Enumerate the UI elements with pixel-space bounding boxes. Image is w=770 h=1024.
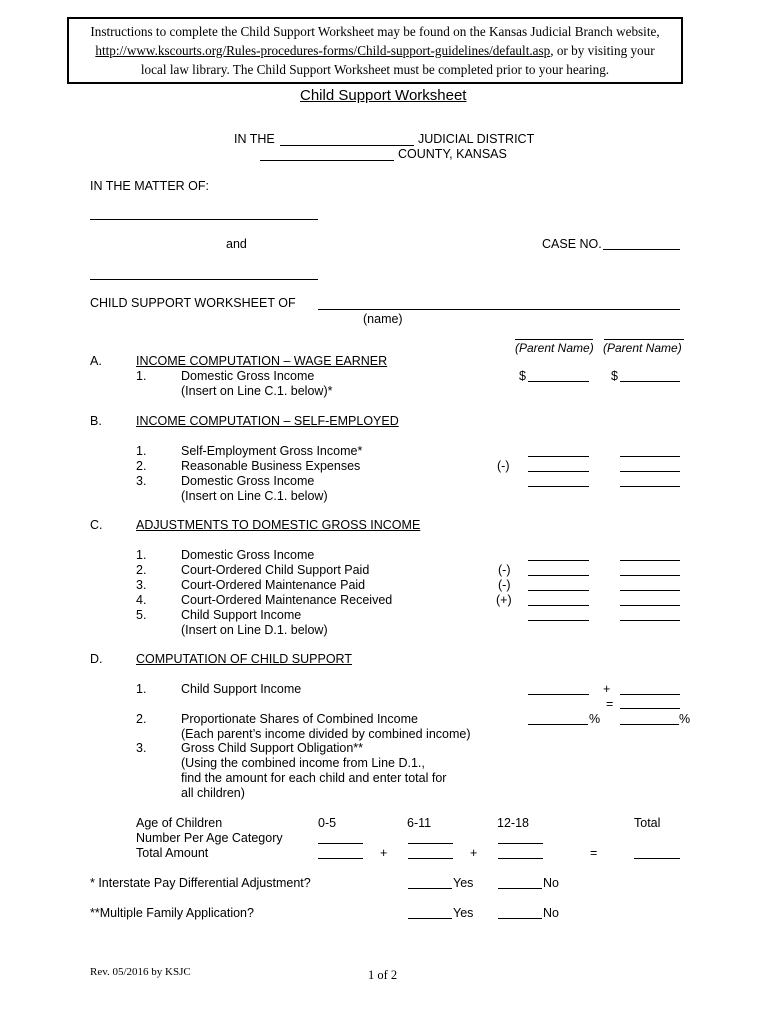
age-col-6-11: 6-11 [407,816,432,830]
amount-plus-1: + [380,846,388,860]
d1-plus: + [603,682,611,696]
amount-6-11-field[interactable] [408,858,453,859]
age-col-0-5: 0-5 [318,816,337,830]
parent-2-name-caption: (Parent Name) [603,341,682,355]
b3-parent-1-field[interactable] [528,486,589,487]
d2-sublabel: (Each parent’s income divided by combined income) [181,727,471,741]
section-d-title: COMPUTATION OF CHILD SUPPORT [136,652,352,666]
c4-operator: (+) [496,593,512,607]
number-per-age-label: Number Per Age Category [136,831,283,845]
c1-label: Domestic Gross Income [181,548,315,562]
d1-combined-field[interactable] [620,708,680,709]
d2-parent-1-field[interactable] [528,724,588,725]
section-b-title: INCOME COMPUTATION – SELF-EMPLOYED [136,414,399,428]
a1-sublabel: (Insert on Line C.1. below)* [181,384,333,398]
amount-total-field[interactable] [634,858,680,859]
b2-label: Reasonable Business Expenses [181,459,361,473]
section-c-letter: C. [90,518,103,532]
county-kansas-label: COUNTY, KANSAS [398,147,507,161]
c1-parent-2-field[interactable] [620,560,680,561]
a1-number: 1. [136,369,147,383]
a1-dollar-1: $ [519,369,526,383]
b1-parent-1-field[interactable] [528,456,589,457]
a1-parent-2-field[interactable] [620,381,680,382]
b2-operator: (-) [497,459,510,473]
section-d-letter: D. [90,652,103,666]
amount-0-5-field[interactable] [318,858,363,859]
c2-number: 2. [136,563,147,577]
d1-parent-2-field[interactable] [620,694,680,695]
judicial-district-label: JUDICIAL DISTRICT [418,132,535,146]
total-amount-label: Total Amount [136,846,209,860]
a1-label: Domestic Gross Income [181,369,315,383]
d1-label: Child Support Income [181,682,302,696]
multiple-no-label: No [543,906,559,920]
d3-sublabel-2: find the amount for each child and enter total for [181,771,447,785]
worksheet-of-label: CHILD SUPPORT WORKSHEET OF [90,296,296,310]
age-col-total: Total [634,816,661,830]
b2-parent-1-field[interactable] [528,471,589,472]
multiple-family-label: **Multiple Family Application? [90,906,254,920]
case-no-label: CASE NO. [542,237,602,251]
section-a-title: INCOME COMPUTATION – WAGE EARNER [136,354,388,368]
party-2-field[interactable] [90,279,318,280]
b2-parent-2-field[interactable] [620,471,680,472]
section-a-letter: A. [90,354,102,368]
multiple-no-field[interactable] [498,918,542,919]
age-col-12-18: 12-18 [497,816,529,830]
instructions-box [67,17,683,84]
c5-number: 5. [136,608,147,622]
case-no-field[interactable] [603,249,680,250]
d2-label: Proportionate Shares of Combined Income [181,712,418,726]
c2-label: Court-Ordered Child Support Paid [181,563,370,577]
d3-sublabel-3: all children) [181,786,245,800]
c1-parent-1-field[interactable] [528,560,589,561]
b1-label: Self-Employment Gross Income* [181,444,363,458]
instructions-line-3: local law library. The Child Support Worksheet must be completed prior to your hearing. [140,62,610,77]
count-6-11-field[interactable] [408,843,453,844]
page-number: 1 of 2 [368,968,398,982]
d3-sublabel-1: (Using the combined income from Line D.1., [181,756,425,770]
d2-percent-1: % [589,712,601,726]
instructions-line-2-suffix: , or by visiting your [550,43,655,58]
d1-equals: = [606,697,614,711]
name-caption: (name) [363,312,403,326]
party-1-field[interactable] [90,219,318,220]
count-12-18-field[interactable] [498,843,543,844]
c3-operator: (-) [498,578,511,592]
b3-sublabel: (Insert on Line C.1. below) [181,489,328,503]
parent-2-name-field[interactable] [604,339,684,340]
interstate-yes-label: Yes [453,876,474,890]
instructions-line-2 [69,41,681,60]
interstate-no-label: No [543,876,559,890]
c1-number: 1. [136,548,147,562]
parent-1-name-caption: (Parent Name) [515,341,594,355]
in-the-label: IN THE [234,132,275,146]
d1-parent-1-field[interactable] [528,694,589,695]
amount-equals: = [590,846,598,860]
c3-number: 3. [136,578,147,592]
c4-number: 4. [136,593,147,607]
c5-parent-2-field[interactable] [620,620,680,621]
amount-plus-2: + [470,846,478,860]
c4-label: Court-Ordered Maintenance Received [181,593,393,607]
interstate-yes-field[interactable] [408,888,452,889]
d2-number: 2. [136,712,147,726]
count-0-5-field[interactable] [318,843,363,844]
revision-footer: Rev. 05/2016 by KSJC [90,966,191,978]
d3-label: Gross Child Support Obligation** [181,741,364,755]
amount-12-18-field[interactable] [498,858,543,859]
section-b-letter: B. [90,414,102,428]
page-title: Child Support Worksheet [300,87,467,104]
multiple-yes-label: Yes [453,906,474,920]
d2-parent-2-field[interactable] [620,724,679,725]
b3-parent-2-field[interactable] [620,486,680,487]
d2-percent-2: % [679,712,691,726]
interstate-label: * Interstate Pay Differential Adjustment? [90,876,311,890]
c3-parent-2-field[interactable] [620,590,680,591]
c2-parent-2-field[interactable] [620,575,680,576]
a1-dollar-2: $ [611,369,618,383]
multiple-yes-field[interactable] [408,918,452,919]
b1-parent-2-field[interactable] [620,456,680,457]
c5-parent-1-field[interactable] [528,620,589,621]
section-c-title: ADJUSTMENTS TO DOMESTIC GROSS INCOME [136,518,421,532]
instructions-line-1: Instructions to complete the Child Support Worksheet may be found on the Kansas Judicial Branch website, [90,24,660,39]
d1-number: 1. [136,682,147,696]
in-the-matter-of-label: IN THE MATTER OF: [90,179,209,193]
c4-parent-1-field[interactable] [528,605,589,606]
parent-1-name-field[interactable] [515,339,593,340]
interstate-no-field[interactable] [498,888,542,889]
c5-label: Child Support Income [181,608,302,622]
b1-number: 1. [136,444,147,458]
a1-parent-1-field[interactable] [528,381,589,382]
d3-number: 3. [136,741,147,755]
b2-number: 2. [136,459,147,473]
c2-parent-1-field[interactable] [528,575,589,576]
c2-operator: (-) [498,563,511,577]
judicial-district-field[interactable] [280,145,414,146]
c3-parent-1-field[interactable] [528,590,589,591]
b3-label: Domestic Gross Income [181,474,315,488]
age-of-children-label: Age of Children [136,816,223,830]
county-field[interactable] [260,160,394,161]
c5-sublabel: (Insert on Line D.1. below) [181,623,328,637]
b3-number: 3. [136,474,147,488]
worksheet-of-name-field[interactable] [318,309,680,310]
c3-label: Court-Ordered Maintenance Paid [181,578,366,592]
and-label: and [226,237,247,251]
guidelines-link[interactable]: http://www.kscourts.org/Rules-procedures-forms/Child-support-guidelines/default.asp [95,43,551,58]
c4-parent-2-field[interactable] [620,605,680,606]
